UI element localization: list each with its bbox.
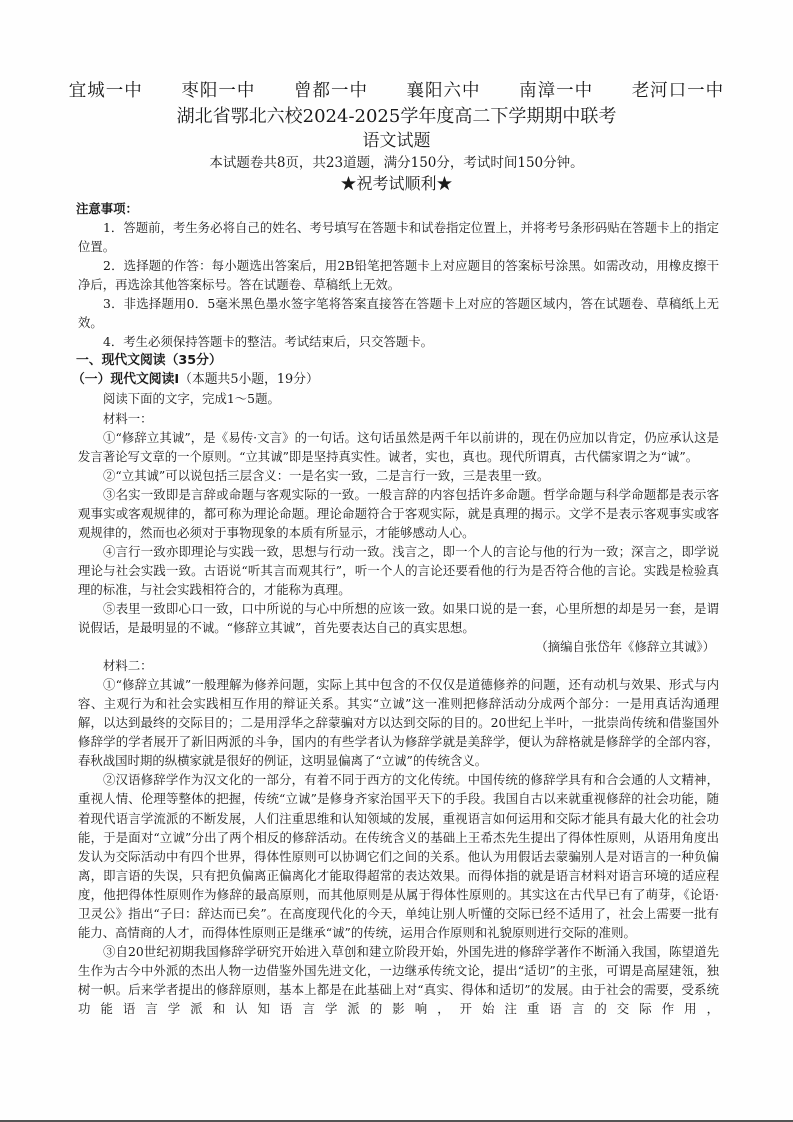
notice-heading: 注意事项： (76, 201, 138, 216)
material1-paragraph: ④言行一致亦即理论与实践一致，思想与行动一致。浅言之，即一个人的言论与他的行为一致；深言之，即学说理论与社会实践一致。古语说“听其言而观其行”，听一个人的言论还要看他的行为是否符合他的言论。实践是检验真理的标准，与社会实践相符合的，才能称为真理。 (78, 543, 719, 597)
school-name: 枣阳一中 (181, 81, 256, 101)
material-label: 材料二： (103, 658, 153, 674)
source-citation: （摘编自张岱年《修辞立其诚》） (535, 639, 715, 655)
school-name: 襄阳六中 (406, 81, 481, 101)
section-heading: 一、现代文阅读（35分） (76, 353, 222, 369)
good-luck-banner: ★祝考试顺利★ (340, 174, 453, 193)
school-list (0, 78, 793, 104)
material1-paragraph: ①“修辞立其诚”，是《易传·文言》的一句话。这句话虽然是两千年以前讲的，现在仍应加以肯定，仍应承认这是发言著论写文章的一个原则。“立其诚”即是坚持真实性。诚者，实也，真也。现代所谓真，古代儒家谓之为“诚”。 (78, 429, 719, 464)
notice-item: 1．答题前，考生务必将自己的姓名、考号填写在答题卡和试卷指定位置上，并将考号条形码贴在答题卡上的指定位置。 (78, 220, 719, 255)
material-label: 材料一： (103, 410, 153, 426)
notice-item: 3．非选择题用0．5毫米黑色墨水签字笔将答案直接答在答题卡上对应的答题区域内，答在试题卷、草稿纸上无效。 (78, 296, 719, 331)
school-name: 曾都一中 (293, 81, 368, 101)
school-name: 老河口一中 (631, 81, 725, 101)
material2-paragraph: ②汉语修辞学作为汉文化的一部分，有着不同于西方的文化传统。中国传统的修辞学具有和合会通的人文精神，重视人情、伦理等整体的把握，传统“立诚”是修身齐家治国平天下的手段。我国自古以来就重视修辞的社会功能，随着现代语言学流派的不断发展，人们注重思维和认知领域的发展，重视语言如何运用和交际才能具有最大化的社会功能，于是面对“立诚”分出了两个相反的修辞活动。在传统含义的基础上王希杰先生提出了得体性原则，从语用角度出发认为交际活动中有四个世界，得体性原则可以协调它们之间的关系。他认为用假话去蒙骗别人是对语言的一种负偏离，即言语的失误，只有把负偏离正偏离化才能取得超常的表达效果。而得体指的就是语言材料对语言环境的适应程度，他把得体性原则作为修辞的最高原则，而其他原则是从属于得体性原则的。其实这在古代早已有了萌芽，《论语·卫灵公》指出“子曰：辞达而已矣”。在高度现代化的今天，单纯让别人听懂的交际已经不适用了，社会上需要一批有能力、高情商的人才，而得体性原则正是继承“诚”的传统，运用合作原则和礼貌原则进行交际的准则。 (78, 772, 719, 940)
exam-body (72, 199, 719, 1018)
notice-item: 4．考生必须保持答题卡的整洁。考试结束后，只交答题卡。 (103, 334, 434, 350)
material2-paragraph: ③自20世纪初期我国修辞学研究开始进入草创和建立阶段开始，外国先进的修辞学著作不断涌入我国，陈望道先生作为古今中外派的杰出人物一边借鉴外国先进文化，一边继承传统文论，提出“适切”的主张，可谓是高屋建瓴，独树一帜。后来学者提出的修辞原则，基本上都是在此基础上对“真实、得体和适切”的发展。由于社会的需要，受系统功能语言学派和认知语言学派的影响，开始注重语言的交际作用， (78, 943, 719, 1016)
material1-paragraph: ⑤表里一致即心口一致，口中所说的与心中所想的应该一致。如果口说的是一套，心里所想的却是另一套，是谓说假话，是最明显的不诚。“修辞立其诚”，首先要表达自己的真实思想。 (78, 600, 719, 636)
subsection-title: （一）现代文阅读Ⅰ (72, 372, 180, 388)
exam-header (0, 78, 793, 195)
reading-instruction: 阅读下面的文字，完成1～5题。 (103, 391, 280, 407)
material1-paragraph: ③名实一致即是言辞或命题与客观实际的一致。一般言辞的内容包括许多命题。哲学命题与科学命题都是表示客观事实或客观规律的，都可称为理论命题。理论命题符合于客观实际，就是真理的揭示。文学不是表示客观事实或客观规律的，然而也必须对于事物现象的本质有所显示，才能够感动人心。 (78, 486, 719, 540)
school-name: 宜城一中 (68, 81, 143, 101)
material2-paragraph: ①“修辞立其诚”一般理解为修养问题，实际上其中包含的不仅仅是道德修养的问题，还有动机与效果、形式与内容、主观行为和社会实践相互作用的辩证关系。其实“立诚”这一准则把修辞活动分成两个部分：一是用真话沟通理解，以达到最终的交际目的；二是用浮华之辞蒙骗对方以达到交际的目的。20世纪上半叶，一批崇尚传统和借鉴国外修辞学的学者展开了新旧两派的斗争，国内的有些学者认为修辞学就是美辞学，便认为辞格就是修辞学的全部内容，春秋战国时期的纵横家就是很好的例证，这明显偏离了“立诚”的传统含义。 (78, 677, 719, 769)
exam-title: 湖北省鄂北六校2024-2025学年度高二下学期期中联考 (176, 106, 617, 127)
school-name: 南漳一中 (519, 81, 594, 101)
exam-info: 本试题卷共8页，共23道题，满分150分，考试时间150分钟。 (209, 155, 584, 171)
subsection-note: （本题共5小题，19分） (179, 372, 319, 388)
subsection-heading (72, 370, 719, 389)
subject-title: 语文试题 (362, 131, 431, 151)
material1-paragraph: ②“立其诚”可以说包括三层含义：一是名实一致，二是言行一致，三是表里一致。 (103, 467, 550, 483)
notice-item: 2．选择题的作答：每小题选出答案后，用2B铅笔把答题卡上对应题目的答案标号涂黑。如需改动，用橡皮擦干净后，再选涂其他答案标号。答在试题卷、草稿纸上无效。 (78, 258, 719, 293)
